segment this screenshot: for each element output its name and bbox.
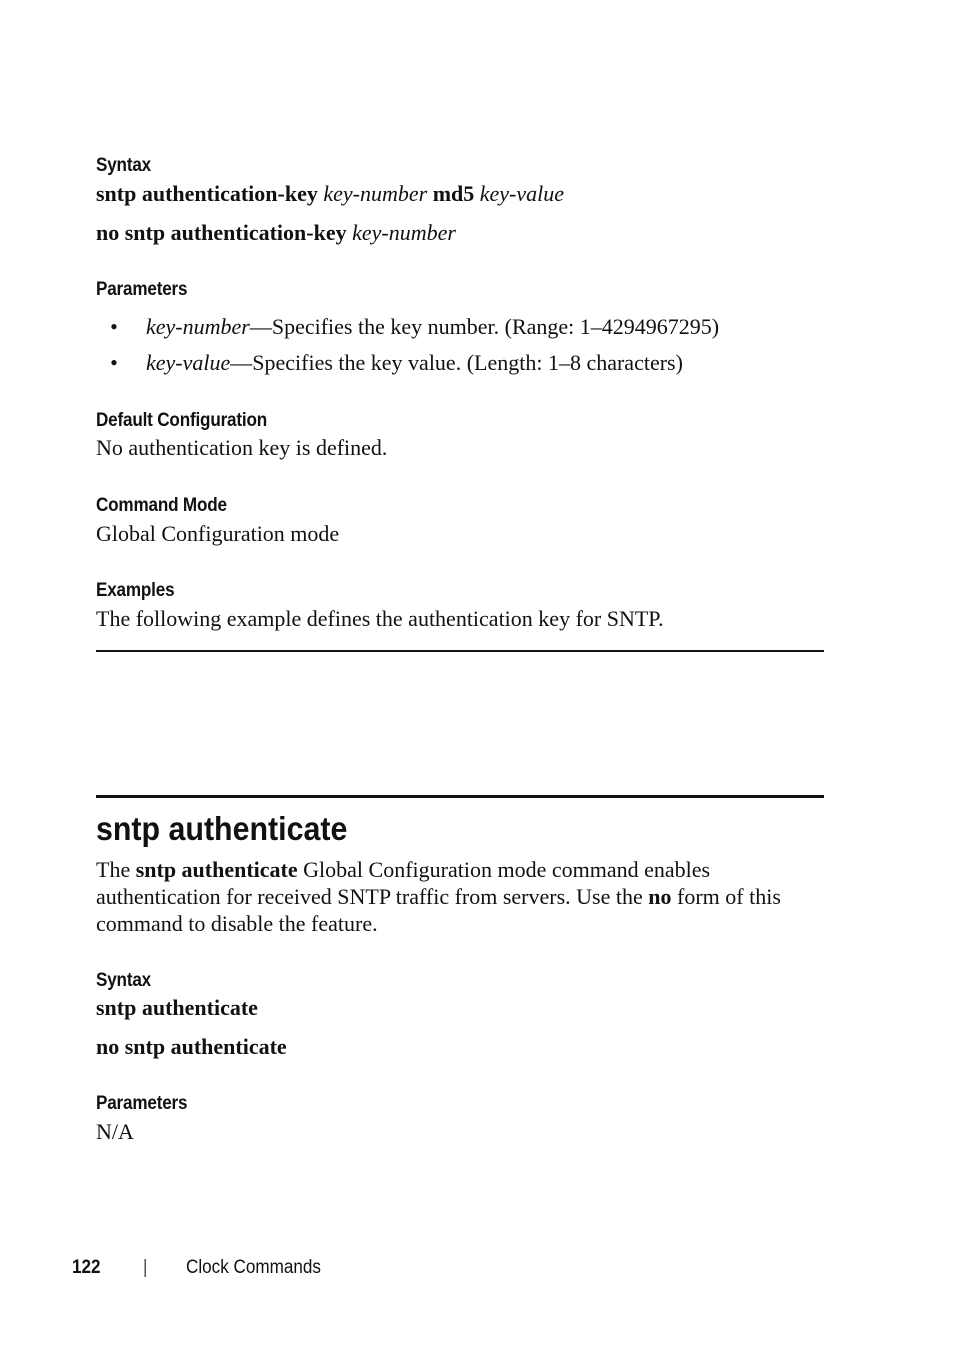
syntax-line-1 (96, 180, 564, 207)
syntax-heading: Syntax (96, 155, 151, 176)
description-text: The (96, 857, 136, 882)
page-title: sntp authenticate (96, 810, 348, 847)
chapter-name: Clock Commands (186, 1257, 321, 1278)
page-number: 122 (72, 1257, 101, 1278)
description-text: Global Configuration mode command enables (297, 857, 711, 882)
command-mode-text: Global Configuration mode (96, 521, 340, 546)
examples-heading: Examples (96, 580, 175, 601)
parameter-term: key-number (146, 314, 250, 339)
command-mode-heading: Command Mode (96, 495, 227, 516)
default-configuration-text: No authentication key is defined. (96, 435, 388, 460)
footer-separator: | (143, 1257, 148, 1278)
syntax-arg-key-value: key-value (479, 181, 565, 206)
description-text: command to disable the feature. (96, 911, 378, 936)
description-text: authentication for received SNTP traffic from servers. Use the (96, 884, 649, 909)
parameters-heading: Parameters (96, 279, 188, 300)
parameter-description: —Specifies the key number. (Range: 1–4294967295) (249, 314, 720, 339)
title-rule (96, 795, 824, 798)
syntax-arg-key-number: key-number (323, 181, 428, 206)
default-configuration-heading: Default Configuration (96, 410, 268, 431)
syntax-arg-key-number: key-number (352, 220, 456, 245)
parameters-heading: Parameters (96, 1093, 188, 1114)
section-divider (96, 650, 824, 652)
examples-text: The following example defines the authentication key for SNTP. (96, 606, 664, 631)
syntax-keyword-md5: md5 (432, 181, 475, 206)
parameters-text: N/A (96, 1119, 134, 1144)
syntax-heading: Syntax (96, 970, 151, 991)
syntax-no-command: no sntp authentication-key (96, 220, 347, 245)
command-name-bold: sntp authenticate (135, 857, 298, 882)
bullet-icon: • (110, 314, 118, 339)
syntax-line-1: sntp authenticate (96, 995, 258, 1020)
description-text: form of this (671, 884, 781, 909)
syntax-command: sntp authentication-key (96, 181, 318, 206)
syntax-line-2: no sntp authenticate (96, 1034, 287, 1059)
command-description (96, 856, 836, 937)
bullet-icon: • (110, 350, 118, 375)
parameter-term: key-value (146, 350, 231, 375)
no-keyword-bold: no (648, 884, 672, 909)
syntax-line-2 (96, 219, 456, 246)
parameter-description: —Specifies the key value. (Length: 1–8 characters) (230, 350, 683, 375)
